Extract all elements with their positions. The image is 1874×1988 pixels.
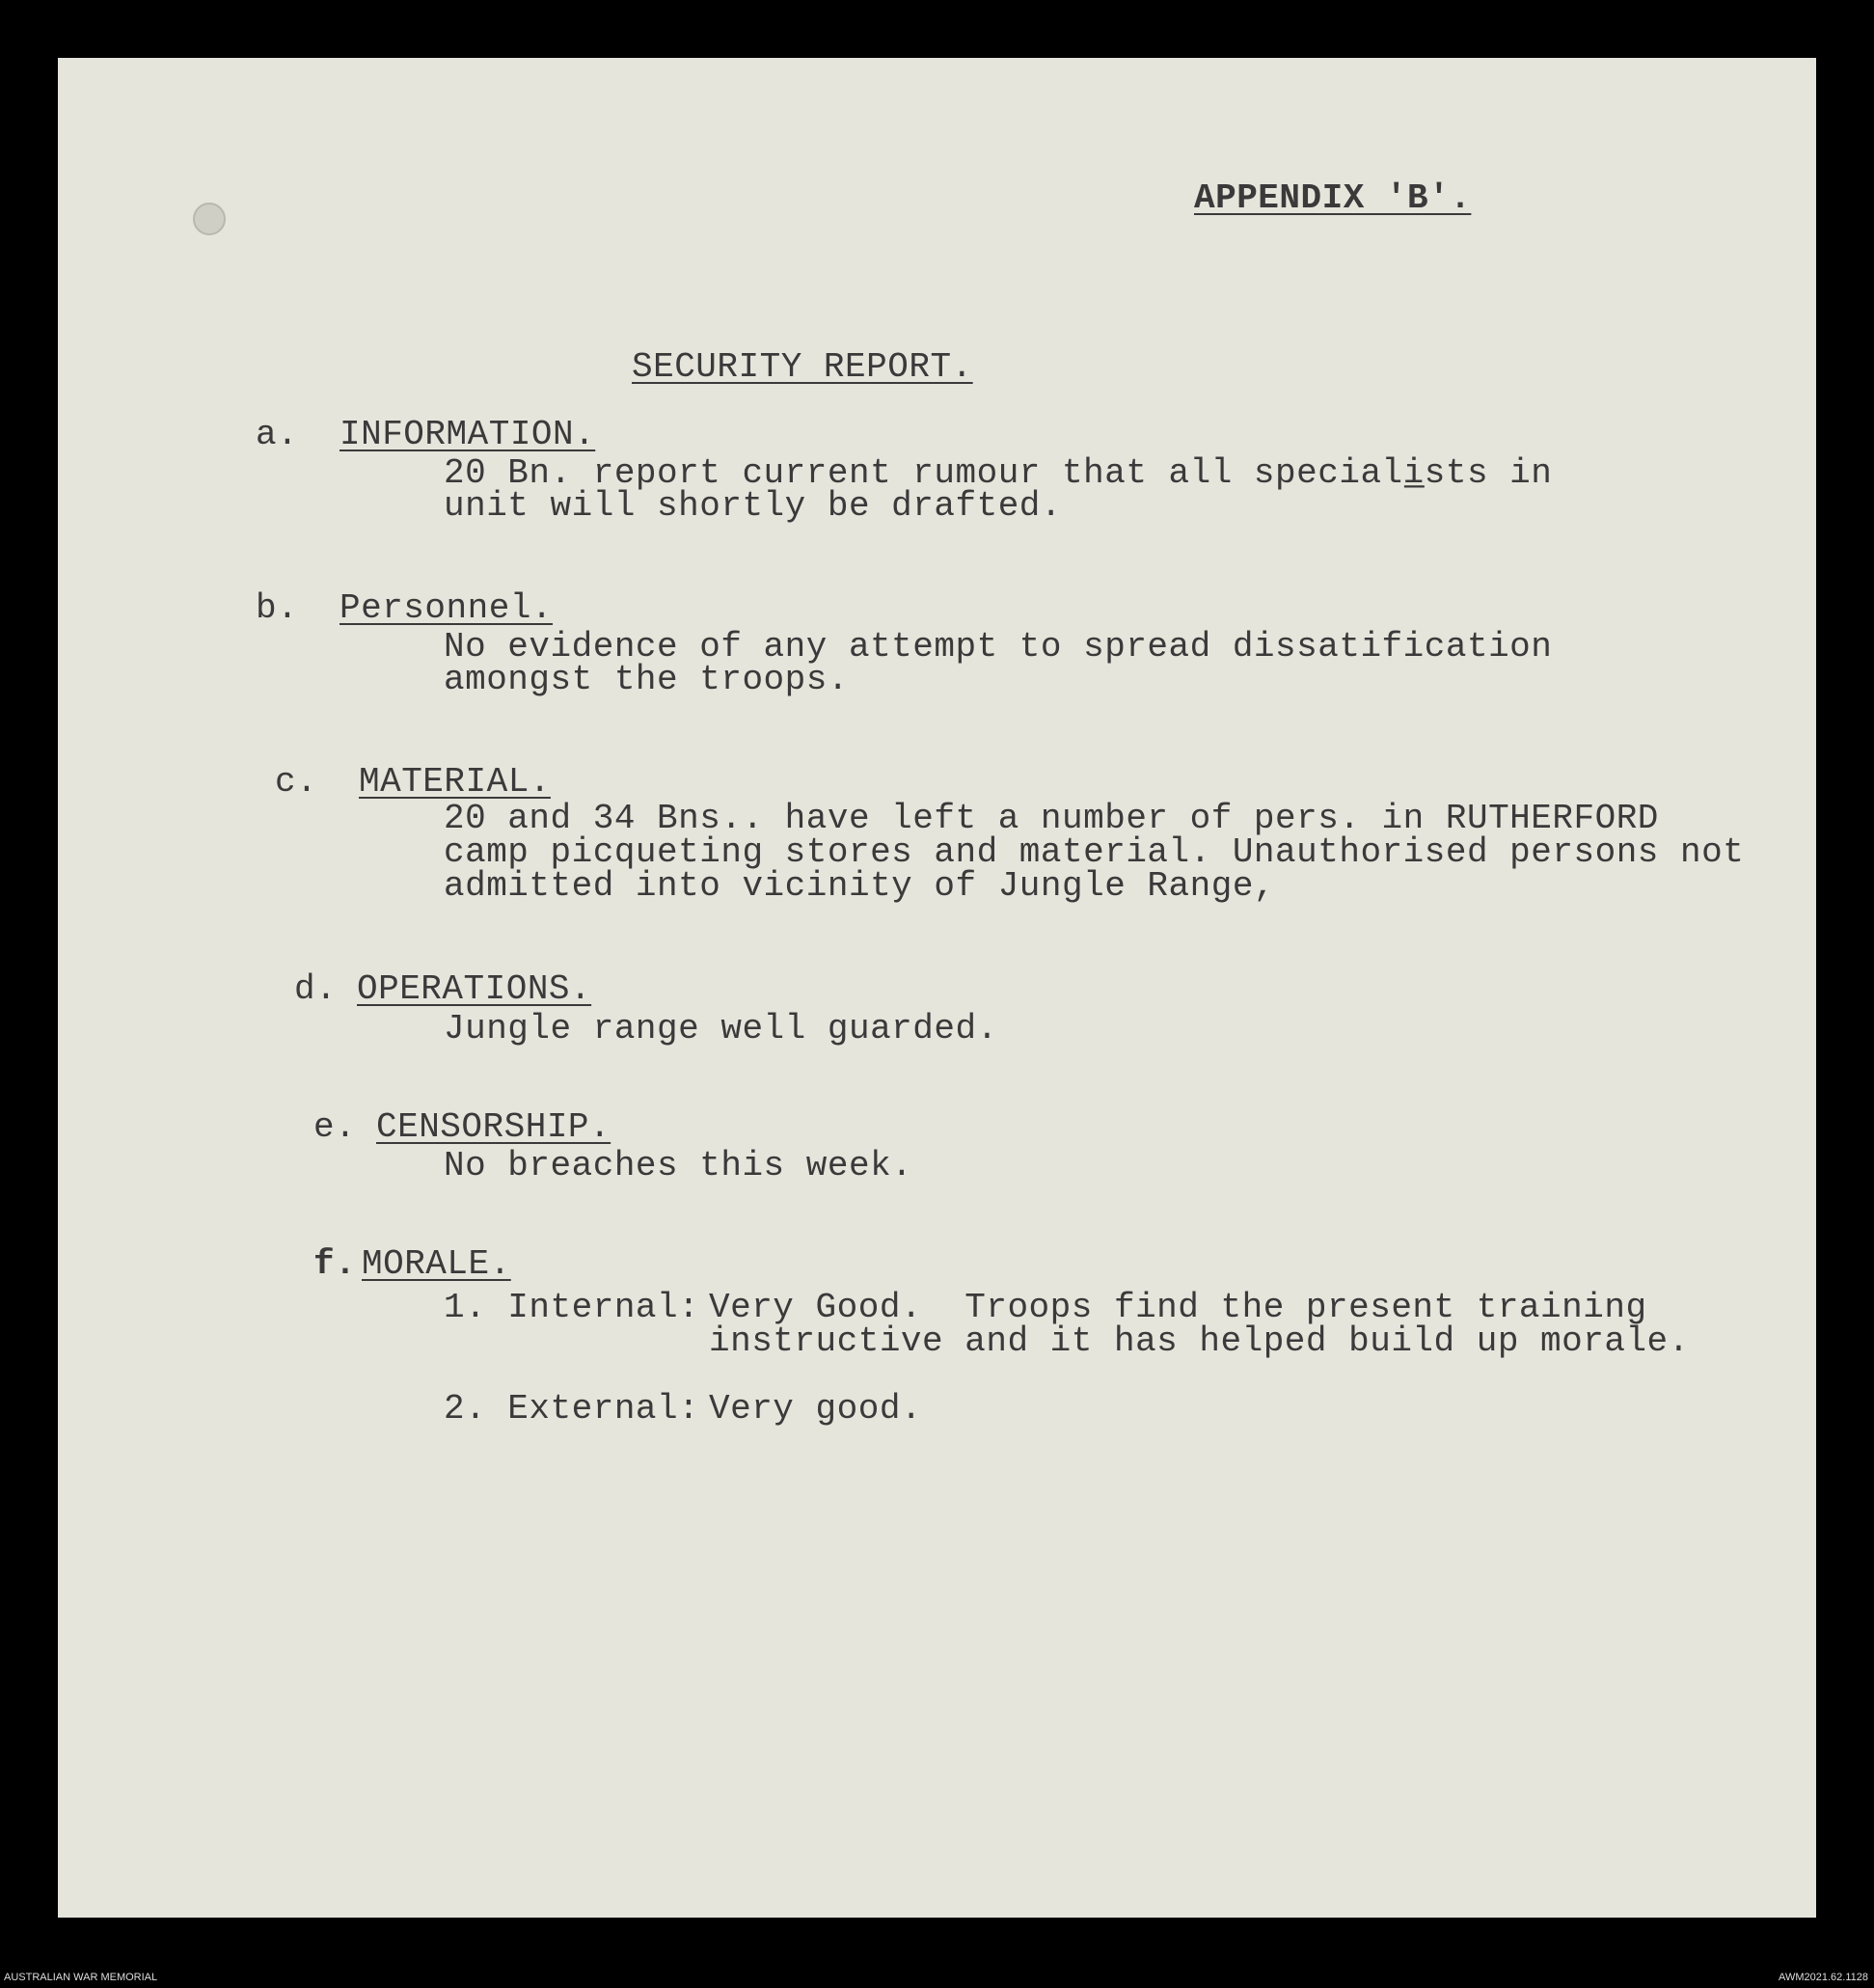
section-heading: OPERATIONS. bbox=[357, 969, 592, 1009]
footer-reference-number: AWM2021.62.1128 bbox=[1779, 1972, 1868, 1983]
appendix-title: APPENDIX 'B'. bbox=[1194, 178, 1472, 218]
section-text-line: amongst the troops. bbox=[444, 660, 849, 699]
section-text-line: Very good. bbox=[709, 1389, 923, 1429]
section-text-line: camp picqueting stores and material. Unauthorised persons not bbox=[444, 832, 1745, 872]
section-heading: MORALE. bbox=[362, 1244, 511, 1284]
section-letter: d. bbox=[294, 969, 338, 1009]
section-letter: c. bbox=[275, 762, 318, 802]
section-text-line: 20 Bn. report current rumour that all speciali̲sts in bbox=[444, 453, 1553, 493]
footer-source-label: AUSTRALIAN WAR MEMORIAL bbox=[4, 1972, 158, 1983]
section-heading: Personnel. bbox=[339, 588, 554, 628]
section-text-line: admitted into vicinity of Jungle Range, bbox=[444, 866, 1276, 906]
section-text-line: 20 and 34 Bns.. have left a number of pers. in RUTHERFORD bbox=[444, 799, 1659, 838]
morale-item-label: 1. Internal: bbox=[444, 1288, 700, 1327]
punch-hole-mark bbox=[193, 203, 226, 235]
section-text-line: unit will shortly be drafted. bbox=[444, 486, 1063, 526]
report-title: SECURITY REPORT. bbox=[632, 347, 973, 387]
morale-item-label: 2. External: bbox=[444, 1389, 700, 1429]
section-text-line: No evidence of any attempt to spread dissatification bbox=[444, 627, 1553, 667]
section-letter: b. bbox=[256, 588, 299, 628]
section-heading: INFORMATION. bbox=[339, 415, 596, 454]
section-heading: MATERIAL. bbox=[359, 762, 551, 802]
section-text-line: instructive and it has helped build up morale. bbox=[709, 1321, 1690, 1361]
section-letter: a. bbox=[256, 415, 299, 454]
document-page bbox=[58, 58, 1816, 1918]
section-text-line: Jungle range well guarded. bbox=[444, 1009, 998, 1048]
section-text-line: No breaches this week. bbox=[444, 1146, 913, 1185]
section-letter: e. bbox=[313, 1107, 357, 1147]
section-heading: CENSORSHIP. bbox=[376, 1107, 611, 1147]
section-text-line: Very Good. Troops find the present training bbox=[709, 1288, 1647, 1327]
section-letter: f. bbox=[313, 1244, 357, 1284]
